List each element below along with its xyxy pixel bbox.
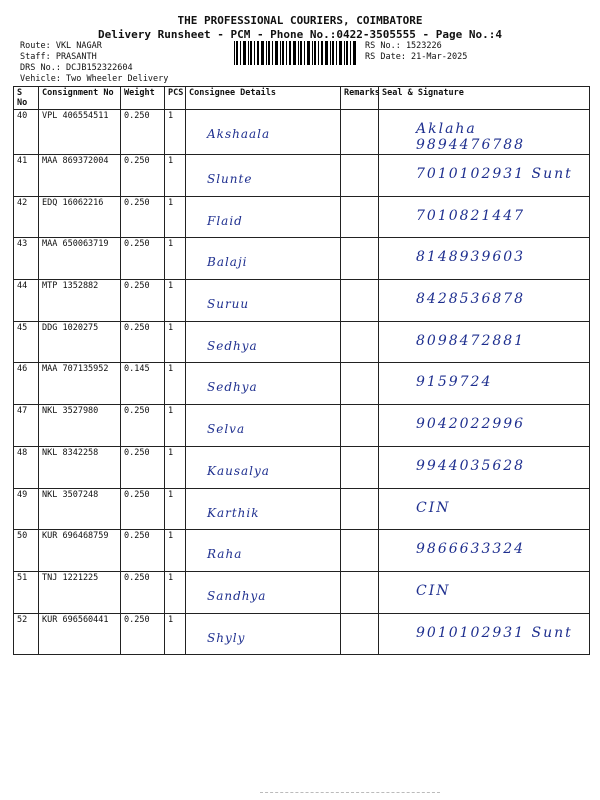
seal-signature-cell: [379, 238, 590, 280]
remarks-cell: [341, 155, 379, 197]
consignee-signature: Flaid: [207, 213, 243, 228]
consignee-cell: [186, 238, 341, 280]
consignment-cell: MTP 1352882: [39, 280, 121, 322]
route-info-block: [20, 41, 168, 85]
consignee-cell: [186, 405, 341, 447]
consignee-cell: [186, 488, 341, 530]
seal-signature: 8428536878: [416, 291, 526, 308]
col-header-consignee: Consignee Details: [186, 87, 341, 110]
sno-cell: 51: [14, 571, 39, 613]
consignee-signature: Sedhya: [207, 338, 258, 353]
weight-cell: 0.250: [121, 155, 165, 197]
consignment-cell: EDQ 16062216: [39, 196, 121, 238]
drs-number: DRS No.: DCJB152322604: [20, 63, 133, 73]
weight-cell: 0.250: [121, 321, 165, 363]
table-row: [14, 613, 590, 655]
consignee-signature: Shyly: [207, 630, 246, 645]
sno-cell: 41: [14, 155, 39, 197]
consignee-cell: [186, 155, 341, 197]
pcs-cell: 1: [165, 363, 186, 405]
table-row: [14, 196, 590, 238]
table-row: [14, 530, 590, 572]
table-row: [14, 155, 590, 197]
barcode-image: [232, 41, 358, 65]
pcs-cell: 1: [165, 321, 186, 363]
consignment-cell: MAA 707135952: [39, 363, 121, 405]
consignment-cell: DDG 1020275: [39, 321, 121, 363]
table-row: [14, 571, 590, 613]
runsheet-subtitle: Delivery Runsheet - PCM - Phone No.:0422-3505555 - Page No.:4: [98, 28, 502, 41]
col-header-signature: Seal & Signature: [379, 87, 590, 110]
seal-signature-cell: [379, 446, 590, 488]
consignment-cell: NKL 8342258: [39, 446, 121, 488]
consignment-cell: KUR 696468759: [39, 530, 121, 572]
seal-signature-cell: [379, 613, 590, 655]
sno-cell: 48: [14, 446, 39, 488]
consignee-cell: [186, 530, 341, 572]
col-header-weight: Weight: [121, 87, 165, 110]
seal-signature-cell: [379, 110, 590, 155]
weight-cell: 0.250: [121, 196, 165, 238]
weight-cell: 0.250: [121, 238, 165, 280]
col-header-sno: S No: [14, 87, 39, 110]
seal-signature: CIN: [416, 582, 451, 599]
rs-number: RS No.: 1523226: [365, 41, 442, 51]
staff-label: Staff: PRASANTH: [20, 52, 97, 62]
consignee-signature: Akshaala: [207, 127, 271, 141]
consignee-cell: [186, 196, 341, 238]
consignment-cell: NKL 3507248: [39, 488, 121, 530]
remarks-cell: [341, 238, 379, 280]
pcs-cell: 1: [165, 280, 186, 322]
seal-signature: CIN: [416, 499, 451, 516]
remarks-cell: [341, 613, 379, 655]
table-row: [14, 321, 590, 363]
col-header-remarks: Remarks: [341, 87, 379, 110]
rs-date: RS Date: 21-Mar-2025: [365, 52, 468, 62]
consignee-signature: Balaji: [207, 255, 248, 270]
weight-cell: 0.250: [121, 446, 165, 488]
weight-cell: 0.250: [121, 280, 165, 322]
seal-signature: 9159724: [416, 374, 493, 391]
table-row: [14, 110, 590, 155]
pcs-cell: 1: [165, 110, 186, 155]
weight-cell: 0.250: [121, 405, 165, 447]
remarks-cell: [341, 405, 379, 447]
seal-signature: 9866633324: [416, 541, 526, 558]
remarks-cell: [341, 571, 379, 613]
table-header-row: [14, 87, 590, 110]
pcs-cell: 1: [165, 155, 186, 197]
sno-cell: 49: [14, 488, 39, 530]
col-header-pcs: PCS: [165, 87, 186, 110]
consignee-signature: Selva: [207, 422, 246, 437]
consignee-cell: [186, 363, 341, 405]
sno-cell: 44: [14, 280, 39, 322]
seal-signature: 9010102931 Sunt: [416, 624, 573, 641]
seal-signature-cell: [379, 280, 590, 322]
remarks-cell: [341, 321, 379, 363]
consignee-cell: [186, 446, 341, 488]
consignment-cell: NKL 3527980: [39, 405, 121, 447]
pcs-cell: 1: [165, 196, 186, 238]
remarks-cell: [341, 280, 379, 322]
seal-signature: 9042022996: [416, 416, 526, 433]
weight-cell: 0.250: [121, 571, 165, 613]
sno-cell: 45: [14, 321, 39, 363]
pcs-cell: 1: [165, 571, 186, 613]
consignment-cell: VPL 406554511: [39, 110, 121, 155]
rs-info-block: [365, 41, 467, 63]
sno-cell: 50: [14, 530, 39, 572]
consignee-signature: Raha: [207, 547, 243, 562]
seal-signature-cell: [379, 571, 590, 613]
consignment-cell: MAA 650063719: [39, 238, 121, 280]
seal-signature: 7010102931 Sunt: [416, 166, 573, 182]
pcs-cell: 1: [165, 405, 186, 447]
table-row: [14, 446, 590, 488]
consignee-cell: [186, 321, 341, 363]
consignment-cell: KUR 696560441: [39, 613, 121, 655]
weight-cell: 0.250: [121, 488, 165, 530]
company-title: THE PROFESSIONAL COURIERS, COIMBATORE: [177, 14, 423, 27]
seal-signature-cell: [379, 530, 590, 572]
pcs-cell: 1: [165, 488, 186, 530]
consignee-signature: Karthik: [207, 505, 260, 520]
sno-cell: 46: [14, 363, 39, 405]
runsheet-table: [13, 86, 590, 655]
weight-cell: 0.250: [121, 613, 165, 655]
weight-cell: 0.250: [121, 110, 165, 155]
consignee-signature: Sandhya: [207, 588, 267, 603]
table-row: [14, 238, 590, 280]
footer-divider: [260, 792, 440, 793]
seal-signature: 7010821447: [416, 207, 526, 224]
consignment-cell: TNJ 1221225: [39, 571, 121, 613]
seal-signature: 9944035628: [416, 457, 526, 474]
consignee-signature: Suruu: [207, 297, 250, 312]
weight-cell: 0.145: [121, 363, 165, 405]
seal-signature-cell: [379, 196, 590, 238]
sno-cell: 52: [14, 613, 39, 655]
remarks-cell: [341, 530, 379, 572]
pcs-cell: 1: [165, 238, 186, 280]
consignee-signature: Slunte: [207, 172, 253, 186]
consignee-signature: Sedhya: [207, 380, 258, 395]
weight-cell: 0.250: [121, 530, 165, 572]
seal-signature: 8148939603: [416, 249, 526, 266]
seal-signature-cell: [379, 321, 590, 363]
remarks-cell: [341, 110, 379, 155]
remarks-cell: [341, 363, 379, 405]
sno-cell: 42: [14, 196, 39, 238]
consignee-cell: [186, 571, 341, 613]
pcs-cell: 1: [165, 530, 186, 572]
vehicle-label: Vehicle: Two Wheeler Delivery: [20, 74, 169, 84]
remarks-cell: [341, 196, 379, 238]
table-row: [14, 363, 590, 405]
route-label: Route: VKL NAGAR: [20, 41, 102, 51]
table-row: [14, 405, 590, 447]
seal-signature: 8098472881: [416, 332, 526, 349]
table-row: [14, 280, 590, 322]
remarks-cell: [341, 446, 379, 488]
sno-cell: 40: [14, 110, 39, 155]
seal-signature-cell: [379, 488, 590, 530]
table-row: [14, 488, 590, 530]
sno-cell: 43: [14, 238, 39, 280]
pcs-cell: 1: [165, 613, 186, 655]
sno-cell: 47: [14, 405, 39, 447]
consignee-signature: Kausalya: [207, 463, 270, 478]
consignment-cell: MAA 869372004: [39, 155, 121, 197]
seal-signature-cell: [379, 363, 590, 405]
remarks-cell: [341, 488, 379, 530]
col-header-consignment: Consignment No: [39, 87, 121, 110]
pcs-cell: 1: [165, 446, 186, 488]
consignee-cell: [186, 613, 341, 655]
consignee-cell: [186, 110, 341, 155]
seal-signature: Aklaha 9894476788: [416, 121, 526, 153]
consignee-cell: [186, 280, 341, 322]
seal-signature-cell: [379, 405, 590, 447]
seal-signature-cell: [379, 155, 590, 197]
